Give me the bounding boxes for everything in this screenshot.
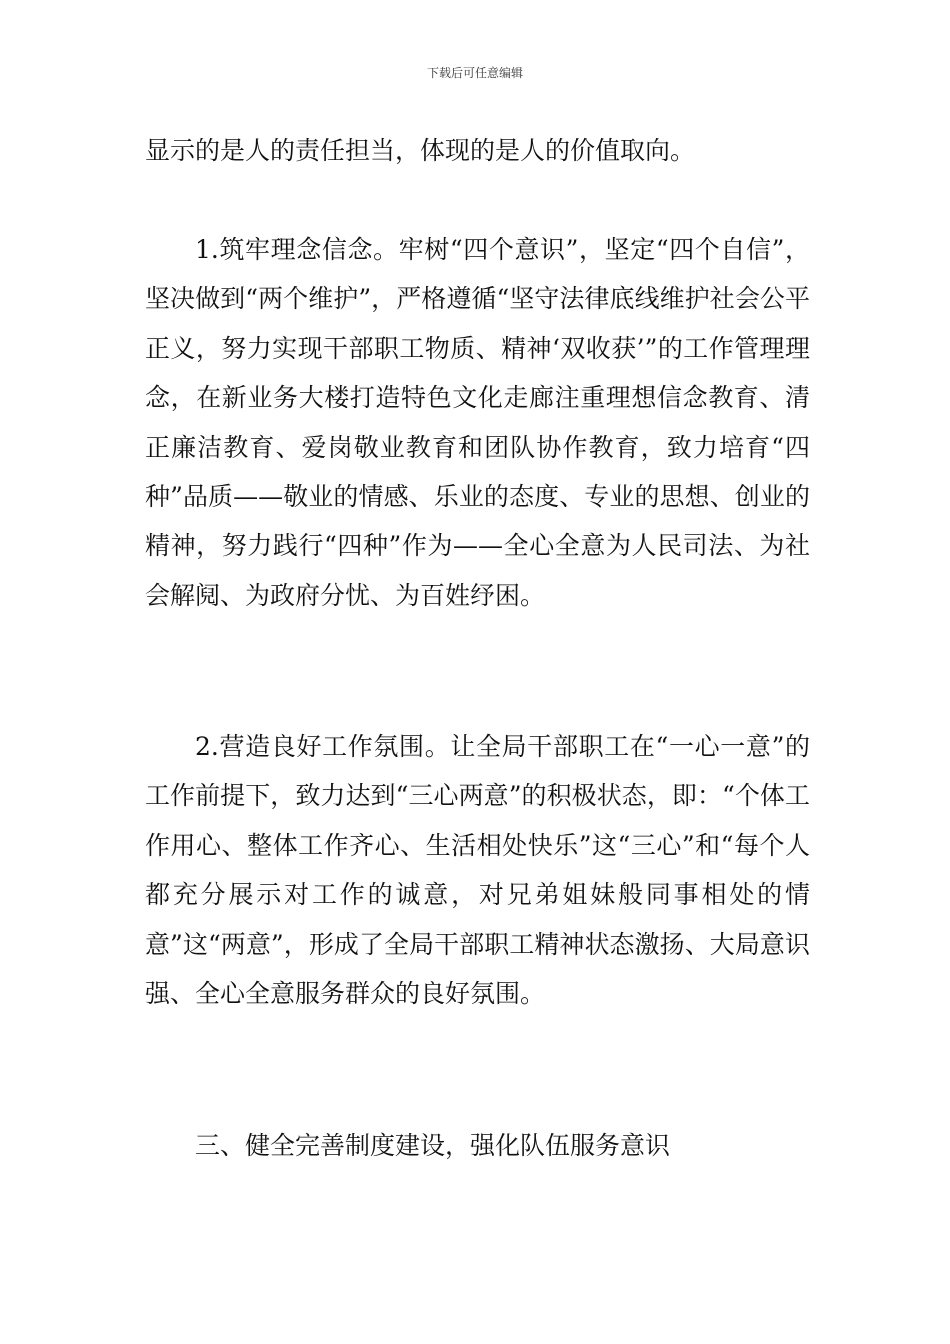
page-header-note: 下载后可任意编辑 [426,66,523,80]
paragraph-continuation: 显示的是人的责任担当，体现的是人的价值取向。 [145,136,696,165]
paragraph-item-2: 2.营造良好工作氛围。让全局干部职工在“一心一意”的工作前提下，致力达到“三心两意”的积极状态，即：“个体工作用心、整体工作齐心、生活相处快乐”这“三心”和“每个人都充分展示对工作的诚意，对兄弟姐妹般同事相处的情意”这“两意”，形成了全局干部职工精神状态激扬、大局意识强、全心全意服务群众的良好氛围。 [145,732,810,1009]
paragraph-item-1: 1.筑牢理念信念。牢树“四个意识”，坚定“四个自信”，坚决做到“两个维护”，严格遵循“坚守法律底线维护社会公平正义，努力实现干部职工物质、精神‘双收获’”的工作管理理念，在新业务大楼打造特色文化走廊注重理想信念教育、清正廉洁教育、爱岗敬业教育和团队协作教育，致力培育“四种”品质——敬业的情感、乐业的态度、专业的思想、创业的精神，努力践行“四种”作为——全心全意为人民司法、为社会解阋、为政府分忧、为百姓纾困。 [145,235,810,610]
section-heading: 三、健全完善制度建设，强化队伍服务意识 [195,1131,671,1160]
